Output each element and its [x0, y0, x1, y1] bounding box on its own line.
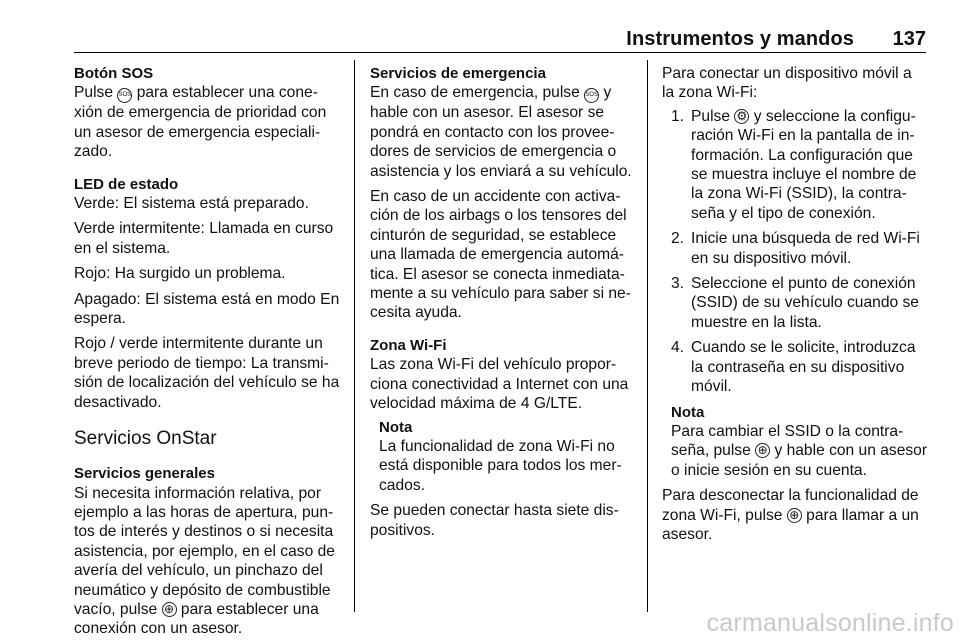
emergency-services-text: En caso de emergencia, pulse SOS y hable con un asesor. El asesor se pondrá en contacto con los provee- dores de servicios de emergencia o asistencia y los enviará a su vehículo. — [370, 84, 632, 180]
column-divider-1 — [354, 60, 355, 612]
page-number: 137 — [892, 28, 926, 50]
connect-steps-list — [662, 107, 928, 397]
led-line-red-green-blink: Rojo / verde intermitente durante un breve periodo de tiempo: La transmi- sión de localización del vehículo se ha desactivado. — [74, 335, 340, 411]
note-text: Para cambiar el SSID o la contra- seña, pulse ⊕ y hable con un asesor o inicie sesión en su cuenta. — [671, 422, 928, 479]
watermark: carmanualsonline.info — [706, 609, 954, 637]
onstar-service-icon: ⊕ — [162, 602, 177, 617]
settings-icon: ⚙ — [734, 109, 749, 124]
wifi-hotspot-heading: Zona Wi-Fi — [370, 336, 447, 354]
list-item: 4 . Cuando se le solicite, introduzca la contraseña en su dispositivo móvil. — [662, 338, 928, 396]
column-2 — [370, 64, 634, 540]
sos-button-icon: SOS — [117, 88, 132, 103]
note-block — [370, 418, 634, 496]
general-services-heading: Servicios generales — [74, 465, 215, 483]
sos-button-heading: Botón SOS — [74, 65, 154, 82]
wifi-hotspot-text: Las zona Wi-Fi del vehículo propor- ciona conectividad a Internet con una velocidad máxima de 4 G/LTE. — [370, 356, 629, 413]
column-1 — [74, 64, 342, 639]
sos-button-icon: SOS — [584, 88, 599, 103]
note-heading: Nota — [379, 418, 413, 436]
accident-call-text: En caso de un accidente con activa- ción de los airbags o los tensores del cinturón de seguridad, se establece una llamada de emergencia automá- tica. El asesor se conecta inmediata- mente a su vehículo para saber si ne- cesita ayuda. — [370, 188, 631, 322]
note-block — [662, 403, 928, 481]
onstar-services-heading: Servicios OnStar — [74, 428, 217, 450]
header-divider — [74, 52, 926, 53]
sos-button-text: Pulse SOS para establecer una cone- xión de emergencia de prioridad con un asesor de emergencia especiali- zado. — [74, 84, 327, 161]
device-limit-text: Se pueden conectar hasta siete dis- positivos. — [370, 502, 619, 539]
page-title: Instrumentos y mandos — [626, 28, 854, 50]
led-line-red: Rojo: Ha surgido un problema. — [74, 265, 286, 283]
emergency-services-heading: Servicios de emergencia — [370, 65, 546, 82]
column-3 — [662, 64, 928, 544]
led-line-green-blink: Verde intermitente: Llamada en curso en el sistema. — [74, 220, 334, 257]
status-led-heading: LED de estado — [74, 175, 179, 193]
list-item: 3 . Seleccione el punto de conexión (SSID) de su vehículo cuando se muestre en la lista. — [662, 274, 928, 332]
column-divider-2 — [647, 60, 648, 612]
page-header — [74, 24, 926, 50]
note-text: La funcionalidad de zona Wi-Fi no está disponible para todos los mer- cados. — [379, 437, 622, 494]
connect-intro-text: Para conectar un dispositivo móvil a la zona Wi-Fi: — [662, 65, 912, 102]
list-item: 2 . Inicie una búsqueda de red Wi-Fi en su dispositivo móvil. — [662, 229, 928, 268]
onstar-service-icon: ⊕ — [755, 443, 770, 458]
led-line-green: Verde: El sistema está preparado. — [74, 195, 309, 213]
onstar-service-icon: ⊕ — [787, 508, 802, 523]
note-heading: Nota — [671, 403, 705, 421]
led-line-off: Apagado: El sistema está en modo En espera. — [74, 290, 340, 328]
list-item: 1 . Pulse ⚙ y seleccione la configu- ración Wi-Fi en la pantalla de in- formación. La configuración que se muestra incluye el nombre de la zona Wi-Fi (SSID), la contra- seña y el tipo de conexión. — [662, 107, 928, 223]
general-services-text: Si necesita información relativa, por ejemplo a las horas de apertura, pun- tos de interés y destinos o si necesita asistencia, por ejemplo, en el caso de avería del vehículo, un pinchazo del neumático y depósito de combustible vacío, pulse ⊕ para establecer una conexión con un asesor. — [74, 484, 335, 638]
disconnect-text: Para desconectar la funcionalidad de zona Wi-Fi, pulse ⊕ para llamar a un asesor. — [662, 487, 919, 543]
